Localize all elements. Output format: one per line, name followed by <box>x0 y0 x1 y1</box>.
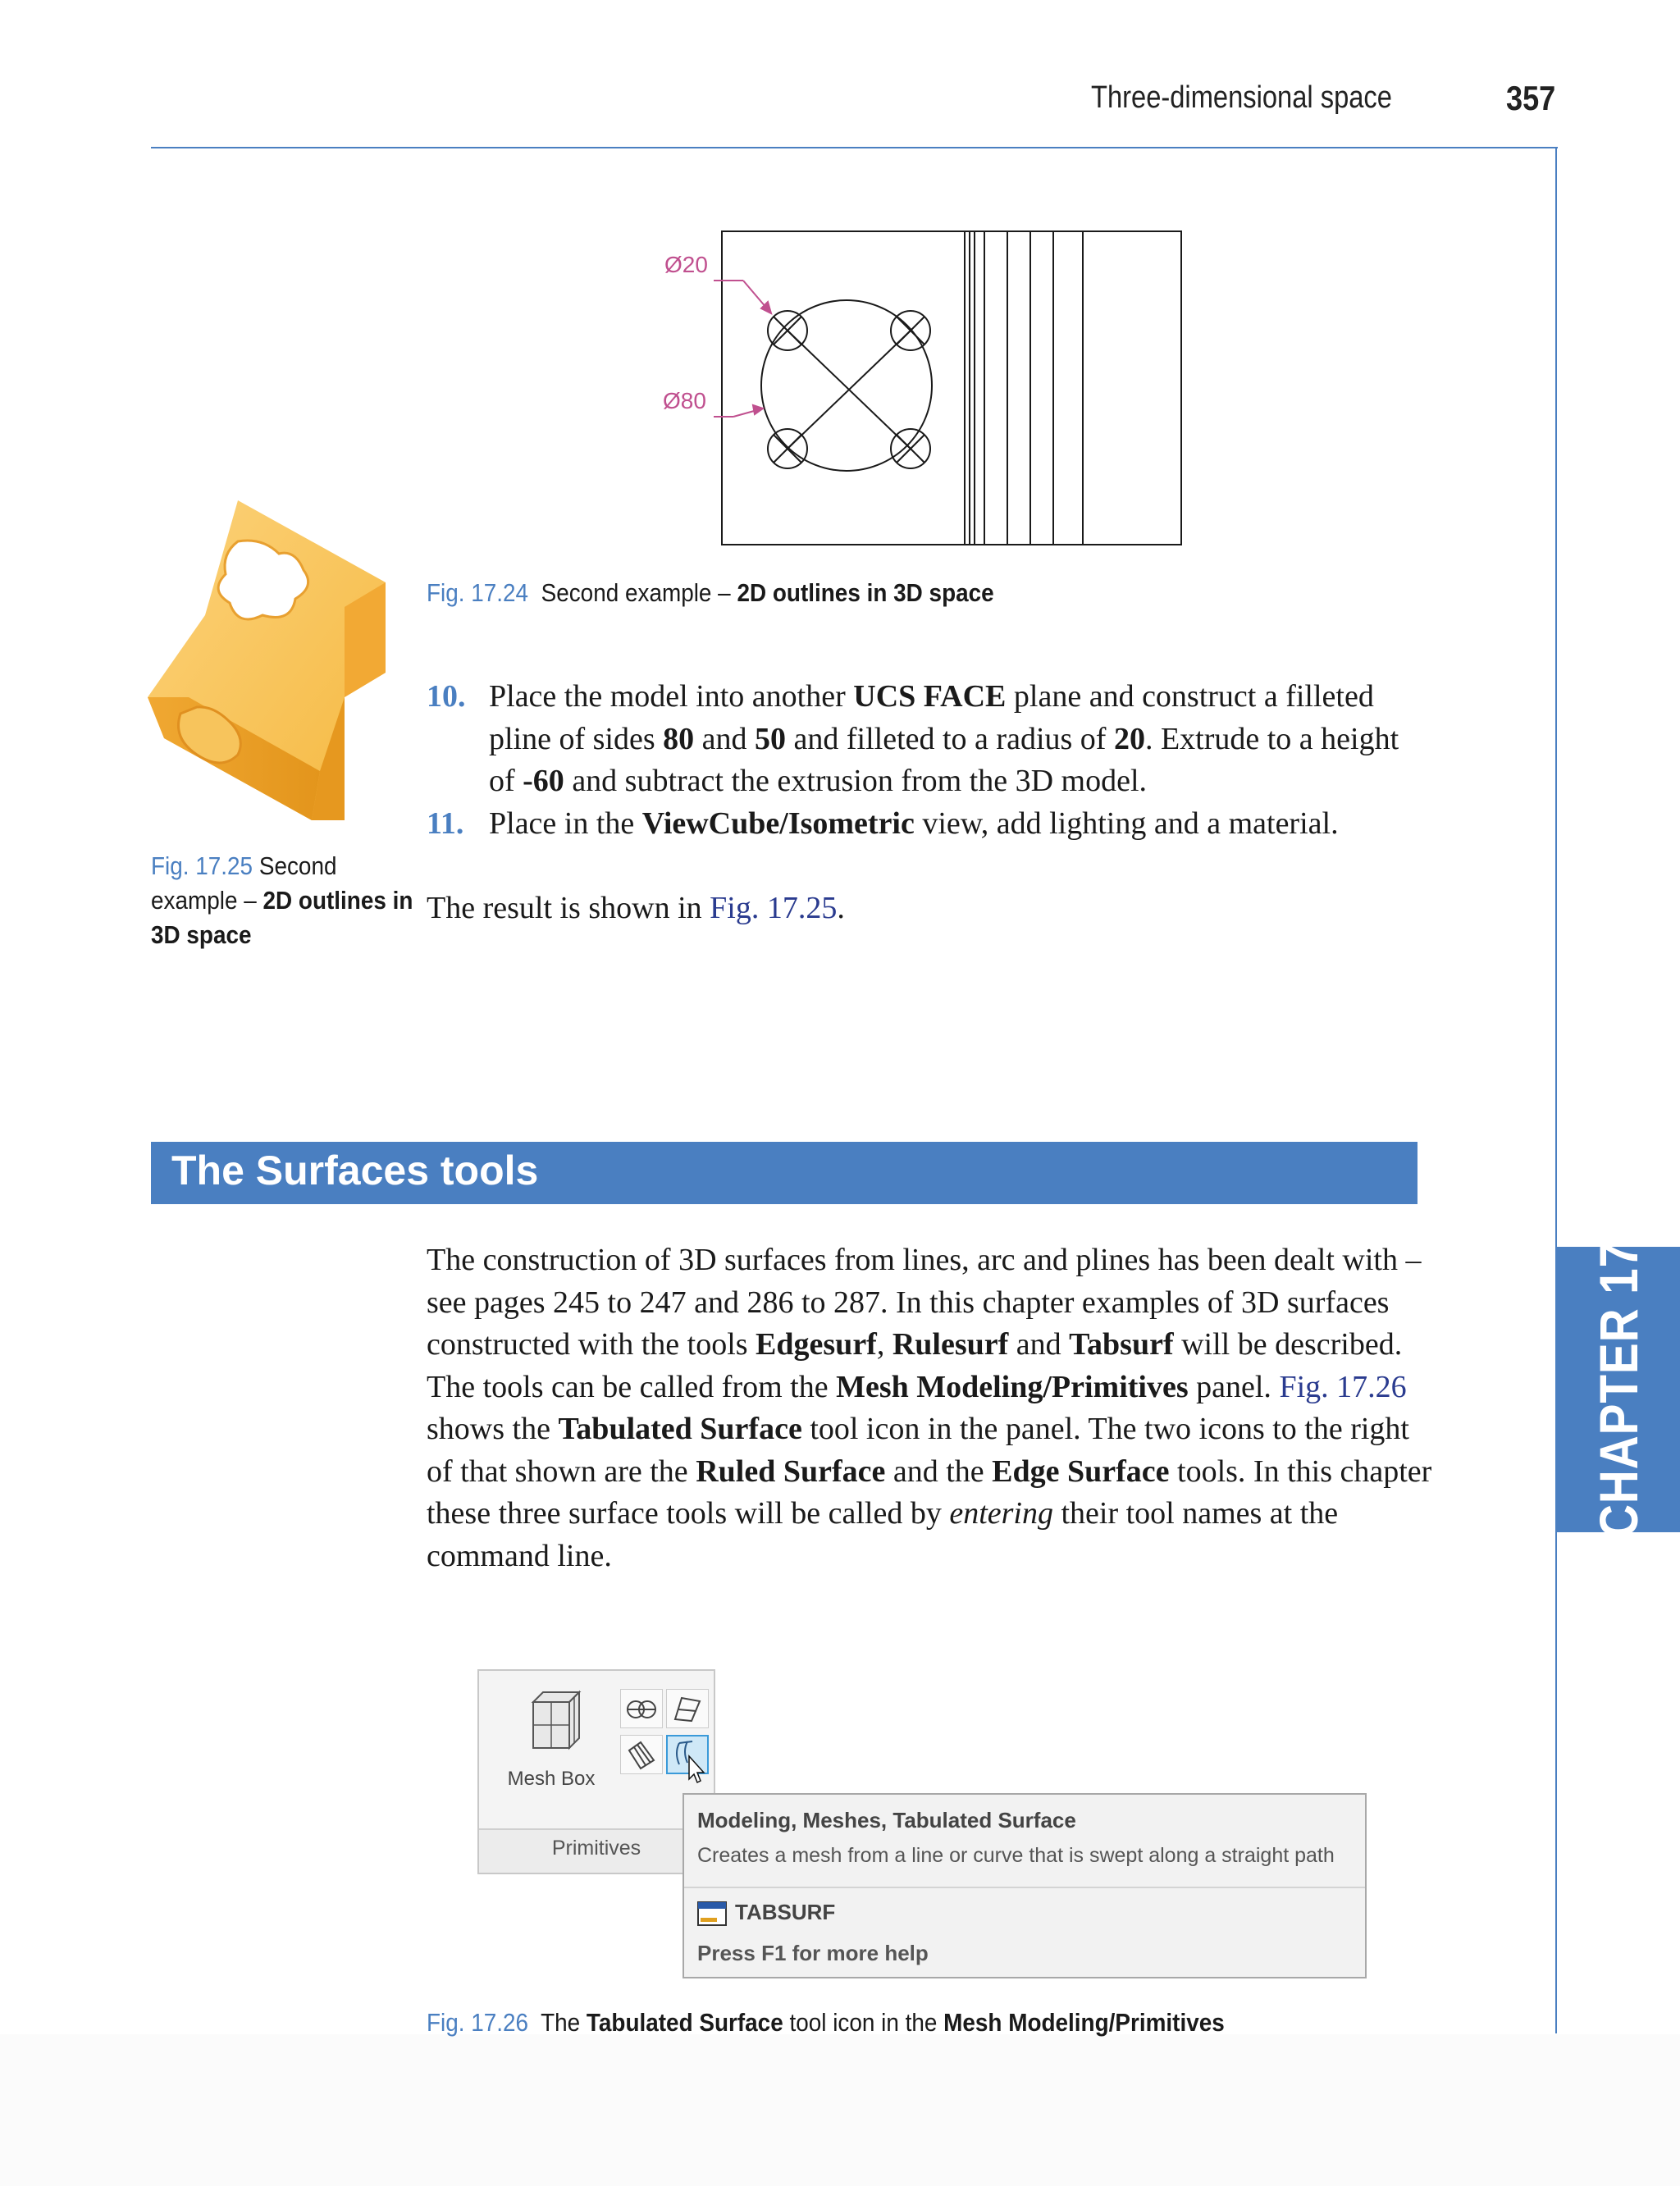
ruled-surface-button[interactable] <box>620 1735 663 1774</box>
tooltip-help: Press F1 for more help <box>697 1941 929 1965</box>
caption-bold: 2D outlines in 3D space <box>151 886 413 949</box>
front-view-outline <box>722 231 1181 545</box>
para-text: tools. In this chapter these three surface tools will be called by <box>427 1454 1432 1531</box>
ruled-surface-icon <box>621 1736 662 1773</box>
panel-label: Primitives <box>551 1837 641 1860</box>
margin-rule <box>1555 147 1557 2033</box>
header-rule <box>151 147 1558 148</box>
step-text: Place the model into another <box>489 679 854 714</box>
para-text: shows the <box>427 1412 559 1446</box>
cursor-arrow-icon <box>689 1756 704 1782</box>
para-text: , <box>876 1327 892 1362</box>
step-text: . Extrude to a height of <box>489 721 1399 798</box>
running-head: Three-dimensional space <box>1091 80 1392 115</box>
edge-surface-button[interactable] <box>666 1689 709 1728</box>
caption-bold: Tabulated Surface <box>586 2008 783 2037</box>
mesh-box-icon <box>494 1686 609 1764</box>
step-bold: ViewCube/Isometric <box>641 805 915 841</box>
step-text: and <box>694 721 756 756</box>
caption-text: Second example – <box>541 578 731 607</box>
figure-17-25-caption <box>151 849 417 952</box>
caption-label: Fig. 17.26 <box>427 2008 529 2037</box>
edge-surface-icon <box>667 1690 708 1727</box>
para-text: will be described. The tools can be called from the <box>427 1327 1403 1404</box>
figure-17-26-caption <box>427 2008 1225 2038</box>
chapter-label: CHAPTER 17 <box>1587 1241 1649 1538</box>
para-bold: Ruled Surface <box>696 1454 886 1489</box>
caption-bold: 2D outlines in 3D space <box>737 578 994 607</box>
step-bold: 80 <box>663 721 695 756</box>
para-text: their tool names at the command line. <box>427 1496 1339 1573</box>
caption-text: Second example – <box>151 851 337 915</box>
command-line-icon <box>697 1901 727 1926</box>
step-bold: 50 <box>755 721 787 756</box>
step-text: view, add lighting and a material. <box>914 805 1339 841</box>
para-text: and <box>1008 1327 1070 1362</box>
para-bold: Tabsurf <box>1069 1327 1174 1362</box>
para-bold: Mesh Modeling/Primitives <box>836 1369 1189 1404</box>
mesh-sphere-icon <box>621 1690 662 1727</box>
para-text: and the <box>885 1454 993 1489</box>
dimension-large-label: Ø80 <box>663 388 706 413</box>
tabulated-surface-icon <box>668 1736 709 1786</box>
step-number: 10. <box>427 679 466 714</box>
para-bold: Rulesurf <box>892 1327 1009 1362</box>
step-text: plane and construct a filleted pline of sides <box>489 679 1374 756</box>
para-text: tool icon in the panel. The two icons to the right of that shown are the <box>427 1412 1409 1489</box>
result-text: The result is shown in <box>427 891 710 925</box>
result-text: . <box>837 891 845 925</box>
page-number: 357 <box>1506 79 1556 117</box>
figure-17-24-drawing <box>648 221 1189 550</box>
mesh-box-label: Mesh Box <box>507 1768 596 1790</box>
para-text: The construction of 3D surfaces from lines, arc and plines has been dealt with – see pages 245 to 247 and 286 to 287. In this chapter examples of 3D surfaces constructed with the tools <box>427 1243 1422 1362</box>
para-bold: Edge Surface <box>992 1454 1170 1489</box>
caption-label: Fig. 17.24 <box>427 578 529 607</box>
mesh-sphere-button[interactable] <box>620 1689 663 1728</box>
tooltip-title: Modeling, Meshes, Tabulated Surface <box>697 1808 1076 1832</box>
para-italic: entering <box>949 1496 1053 1531</box>
body-paragraph <box>427 1239 1436 1577</box>
result-sentence <box>427 888 1427 930</box>
dimension-small-label: Ø20 <box>664 252 708 277</box>
procedure-steps <box>427 676 1427 845</box>
figure-link[interactable]: Fig. 17.25 <box>710 891 838 925</box>
step-11 <box>427 803 1427 846</box>
step-number: 11. <box>427 805 464 841</box>
figure-17-25-model-render <box>139 492 402 828</box>
step-text: and subtract the extrusion from the 3D model. <box>564 764 1148 798</box>
section-title: The Surfaces tools <box>171 1148 539 1193</box>
step-text: and filleted to a radius of <box>786 721 1114 756</box>
chapter-tab <box>1556 1241 1680 1538</box>
figure-17-24-caption <box>427 578 994 608</box>
caption-text: tool icon in the <box>783 2008 944 2037</box>
step-text: Place in the <box>489 805 642 841</box>
figure-link[interactable]: Fig. 17.26 <box>1279 1369 1407 1404</box>
tool-tooltip <box>682 1793 1367 1978</box>
step-bold: UCS FACE <box>853 679 1007 714</box>
tooltip-divider <box>684 1887 1365 1888</box>
ribbon-panel-primitives <box>477 1669 715 1874</box>
tooltip-command: TABSURF <box>735 1900 836 1924</box>
caption-bold: Mesh Modeling/Primitives <box>943 2008 1225 2037</box>
caption-label: Fig. 17.25 <box>151 851 253 880</box>
tabulated-surface-button[interactable] <box>666 1735 709 1774</box>
step-10 <box>427 676 1427 803</box>
para-bold: Edgesurf <box>756 1327 877 1362</box>
para-bold: Tabulated Surface <box>558 1412 802 1446</box>
tooltip-description: Creates a mesh from a line or curve that is swept along a straight path <box>697 1844 1335 1867</box>
page-bottom-margin <box>0 2034 1680 2186</box>
ribbon-panel-footer[interactable] <box>479 1828 714 1873</box>
mesh-box-button[interactable] <box>494 1686 609 1809</box>
caption-text: The <box>541 2008 587 2037</box>
para-text: panel. <box>1188 1369 1280 1404</box>
step-bold: 20 <box>1113 721 1145 756</box>
step-bold: -60 <box>523 764 564 798</box>
